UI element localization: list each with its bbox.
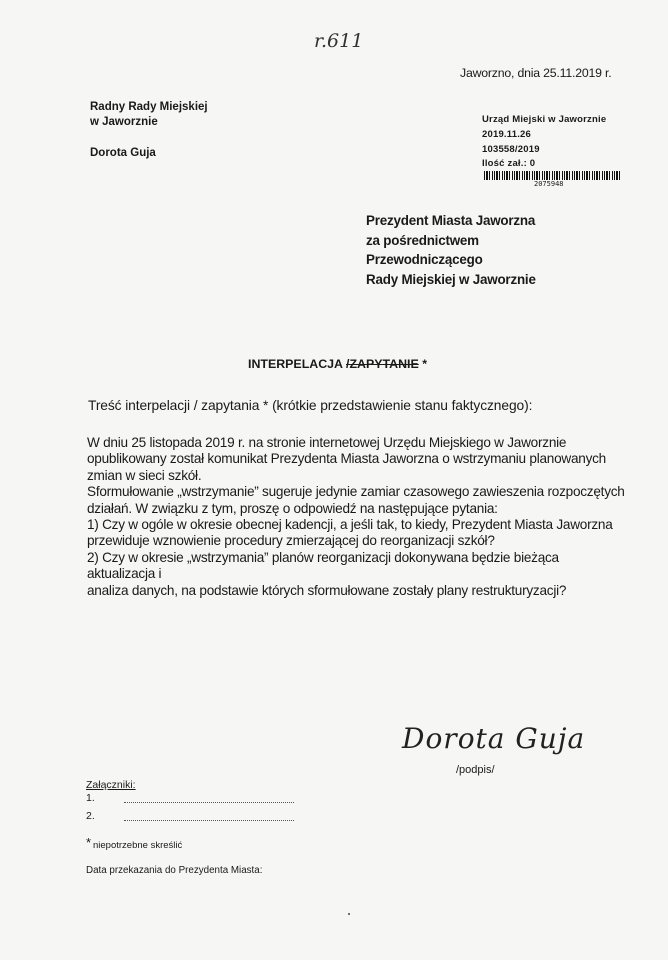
transfer-date-label: Data przekazania do Prezydenta Miasta: — [86, 865, 263, 876]
document-heading — [248, 357, 427, 371]
body-text — [87, 435, 627, 599]
handwritten-signature: Dorota Guja — [402, 722, 586, 755]
barcode-icon — [484, 171, 620, 180]
recipient-line4: Rady Miejskiej w Jaworznie — [366, 271, 536, 287]
sender-name: Dorota Guja — [90, 147, 156, 159]
body-line: W dniu 25 listopada 2019 r. na stronie internetowej Urzędu Miejskiego w Jaworznie — [87, 435, 567, 450]
content-label: Treść interpelacji / zapytania * (krótkie przedstawienie stanu faktycznego): — [88, 398, 533, 413]
body-line: opublikowany został komunikat Prezydenta Miasta Jaworzna o wstrzymaniu planowanych — [87, 451, 606, 467]
recipient-block — [366, 211, 536, 289]
body-line: Sformułowanie „wstrzymanie” sugeruje jedynie zamiar czasowego zawieszenia rozpoczętych — [87, 484, 625, 500]
recipient-line3: Przewodniczącego — [366, 252, 483, 267]
body-line: zmian w sieci szkół. — [87, 467, 202, 483]
recipient-line2: za pośrednictwem — [366, 232, 479, 248]
body-line: 1) Czy w ogóle w okresie obecnej kadencji, a jeśli tak, to kiedy, Prezydent Miasta Jaworzna — [87, 517, 613, 533]
heading-struck-word: ZAPYTANIE — [349, 357, 419, 371]
place-date: Jaworzno, dnia 25.11.2019 r. — [460, 66, 612, 80]
registry-stamp — [482, 114, 632, 188]
sender-title-line1: Radny Rady Miejskiej — [90, 101, 208, 113]
stamp-number: 103558/2019 — [482, 144, 540, 155]
attachments-label: Załączniki: — [86, 779, 136, 791]
stamp-office: Urząd Miejski w Jaworznie — [482, 114, 607, 125]
stamp-date: 2019.11.26 — [482, 129, 532, 140]
stamp-barcode-number: 2075948 — [534, 180, 564, 188]
attachment-line-2 — [124, 820, 294, 821]
body-line: przewiduje wznowienie procedury zmierzającej do reorganizacji szkół? — [87, 533, 495, 549]
attachment-line-1 — [124, 802, 294, 803]
body-line: działań. W związku z tym, proszę o odpowiedź na następujące pytania: — [87, 500, 498, 516]
footnote-star: * — [86, 835, 92, 850]
body-line: 2) Czy w okresie „wstrzymania” planów reorganizacji dokonywana będzie bieżąca aktualizacja i — [87, 549, 559, 582]
heading-star: * — [422, 357, 428, 371]
stamp-attachments: Ilość zał.: 0 — [482, 158, 536, 169]
attachment-item-1: 1. — [86, 792, 95, 804]
signature-label: /podpis/ — [456, 764, 495, 776]
heading-main: INTERPELACJA — [248, 357, 343, 371]
recipient-line1: Prezydent Miasta Jaworzna — [366, 213, 536, 228]
attachment-item-2: 2. — [86, 810, 95, 822]
heading-separator: / — [346, 357, 350, 371]
page-dot — [348, 913, 350, 915]
footnote-text: niepotrzebne skreślić — [93, 840, 183, 851]
body-line: analiza danych, na podstawie których sformułowane zostały plany restrukturyzacji? — [87, 582, 567, 598]
sender-title-line2: w Jaworznie — [90, 116, 158, 128]
handwritten-reference-number: r.611 — [314, 30, 364, 52]
